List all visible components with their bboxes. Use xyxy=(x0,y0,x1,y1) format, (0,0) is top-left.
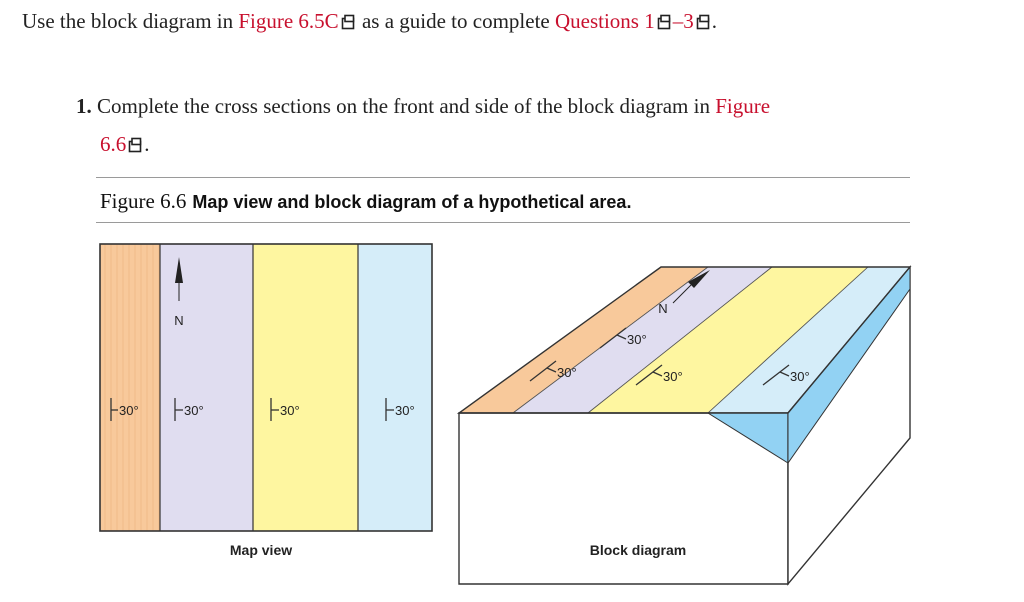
map-dip-label: 30° xyxy=(280,403,300,418)
intro-middle: as a guide to complete xyxy=(356,9,555,33)
block-dip-label: 30° xyxy=(663,369,683,384)
questions-link-end[interactable]: –3 xyxy=(672,9,694,33)
map-yellow-band xyxy=(253,244,358,531)
question-end: . xyxy=(144,132,150,156)
block-diagram xyxy=(459,267,910,584)
block-dip-label: 30° xyxy=(627,332,647,347)
questions-link[interactable]: Questions 1 xyxy=(554,9,655,33)
block-diagram-label: Block diagram xyxy=(589,542,687,558)
question-number: 1. xyxy=(76,94,92,118)
question-text: Complete the cross sections on the front and side of the block diagram in xyxy=(91,94,716,118)
block-dip-label: 30° xyxy=(790,369,810,384)
block-dip-label: 30° xyxy=(557,365,577,380)
map-lavender-band xyxy=(160,244,253,531)
block-north-label: N xyxy=(658,301,668,316)
figure-caption: Map view and block diagram of a hypothetical area. xyxy=(192,192,632,212)
map-view-label: Map view xyxy=(229,542,293,558)
map-orange-band xyxy=(100,244,160,531)
intro-prefix: Use the block diagram in xyxy=(22,9,239,33)
map-dip-label: 30° xyxy=(395,403,415,418)
map-dip-label: 30° xyxy=(119,403,139,418)
north-label: N xyxy=(174,313,184,328)
map-view xyxy=(100,244,432,558)
figure-6-5c-link[interactable]: Figure 6.5C xyxy=(238,9,339,33)
figure-label: Figure 6.6 xyxy=(100,189,187,213)
figure-6-6-link-cont[interactable]: 6.6 xyxy=(100,132,127,156)
intro-end: . xyxy=(711,9,717,33)
figure-6-6-link[interactable]: Figure xyxy=(715,94,771,118)
map-dip-label: 30° xyxy=(184,403,204,418)
block-front-face xyxy=(459,413,788,584)
map-lightblue-band xyxy=(358,244,432,531)
